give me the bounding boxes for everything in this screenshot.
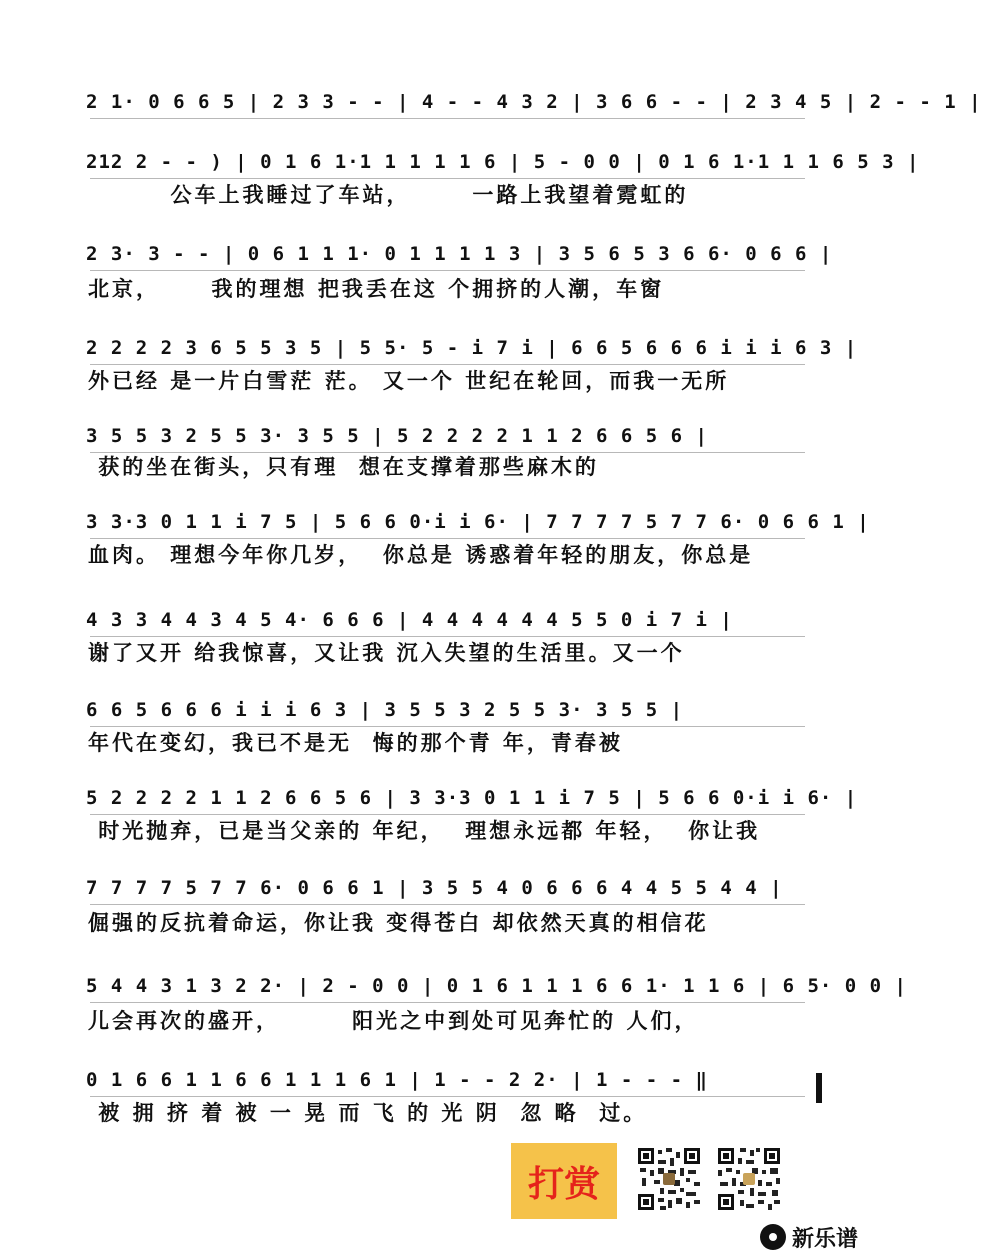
underline (90, 270, 805, 272)
notation-line: 2 3· 3 - - | 0 6 1 1 1· 0 1 1 1 1 3 | 3 5 6 5 3 6 6· 0 6 6 | (86, 243, 833, 265)
notation-line: 5 4 4 3 1 3 2 2· | 2 - 0 0 | 0 1 6 1 1 1 6 6 1· 1 1 6 | 6 5· 0 0 | (86, 975, 907, 997)
lyric-line: 时光抛弃，已是当父亲的 年纪， 理想永远都 年轻， 你让我 (88, 818, 761, 843)
brand-logo (760, 1222, 858, 1252)
underline (90, 118, 805, 120)
alipay-qr-icon (716, 1146, 782, 1212)
record-disc-icon (760, 1224, 786, 1250)
brand-label: 新乐谱 (792, 1226, 859, 1252)
lyric-line: 获的坐在街头，只有理 想在支撑着那些麻木的 (88, 454, 599, 479)
notation-line: 4 3 3 4 4 3 4 5 4· 6 6 6 | 4 4 4 4 4 4 5 5 0 i 7 i | (86, 609, 733, 631)
lyric-line: 被 拥 挤 着 被 一 晃 而 飞 的 光 阴 忽 略 过。 (88, 1100, 648, 1125)
lyric-line: 外已经 是一片白雪茫 茫。 又一个 世纪在轮回，而我一无所 (88, 368, 730, 393)
notation-line: 2 2 2 2 3 6 5 5 3 5 | 5 5· 5 - i 7 i | 6 6 5 6 6 6 i i i 6 3 | (86, 337, 858, 359)
notation-line: 2 1· 0 6 6 5 | 2 3 3 - - | 4 - - 4 3 2 | 3 6 6 - - | 2 3 4 5 | 2 - - 1 | (86, 91, 982, 113)
reward-label: 打赏 (527, 1163, 600, 1205)
notation-line: 212 2 - - ) | 0 1 6 1·1 1 1 1 1 6 | 5 - 0 0 | 0 1 6 1·1 1 1 6 5 3 | (86, 151, 920, 173)
notation-line: 3 5 5 3 2 5 5 3· 3 5 5 | 5 2 2 2 2 1 1 2 6 6 5 6 | (86, 425, 708, 447)
notation-line: 7 7 7 7 5 7 7 6· 0 6 6 1 | 3 5 5 4 0 6 6 6 4 4 5 5 4 4 | (86, 877, 783, 899)
lyric-line: 北京， 我的理想 把我丢在这 个拥挤的人潮，车窗 (88, 276, 665, 301)
lyric-line: 谢了又开 给我惊喜，又让我 沉入失望的生活里。又一个 (88, 640, 685, 665)
notation-line: 6 6 5 6 6 6 i i i 6 3 | 3 5 5 3 2 5 5 3· 3 5 5 | (86, 699, 684, 721)
final-barline (816, 1073, 822, 1103)
lyric-line: 年代在变幻，我已不是无 悔的那个青 年，青春被 (88, 730, 623, 755)
underline (90, 1002, 805, 1004)
wechat-qr-icon (636, 1146, 702, 1212)
notation-line: 0 1 6 6 1 1 6 6 1 1 1 6 1 | 1 - - 2 2· | 1 - - - ‖ (86, 1069, 708, 1091)
reward-button[interactable] (511, 1143, 617, 1219)
lyric-line: 倔强的反抗着命运，你让我 变得苍白 却依然天真的相信花 (88, 910, 709, 935)
notation-line: 5 2 2 2 2 1 1 2 6 6 5 6 | 3 3·3 0 1 1 i 7 5 | 5 6 6 0·i i 6· | (86, 787, 858, 809)
lyric-line: 儿会再次的盛开， 阳光之中到处可见奔忙的 人们， (88, 1008, 699, 1033)
underline (90, 904, 805, 906)
notation-line: 3 3·3 0 1 1 i 7 5 | 5 6 6 0·i i 6· | 7 7 7 7 5 7 7 6· 0 6 6 1 | (86, 511, 870, 533)
lyric-line: 血肉。 理想今年你几岁， 你总是 诱惑着年轻的朋友，你总是 (88, 542, 754, 567)
lyric-line: 公车上我睡过了车站， 一路上我望着霓虹的 (88, 182, 689, 207)
